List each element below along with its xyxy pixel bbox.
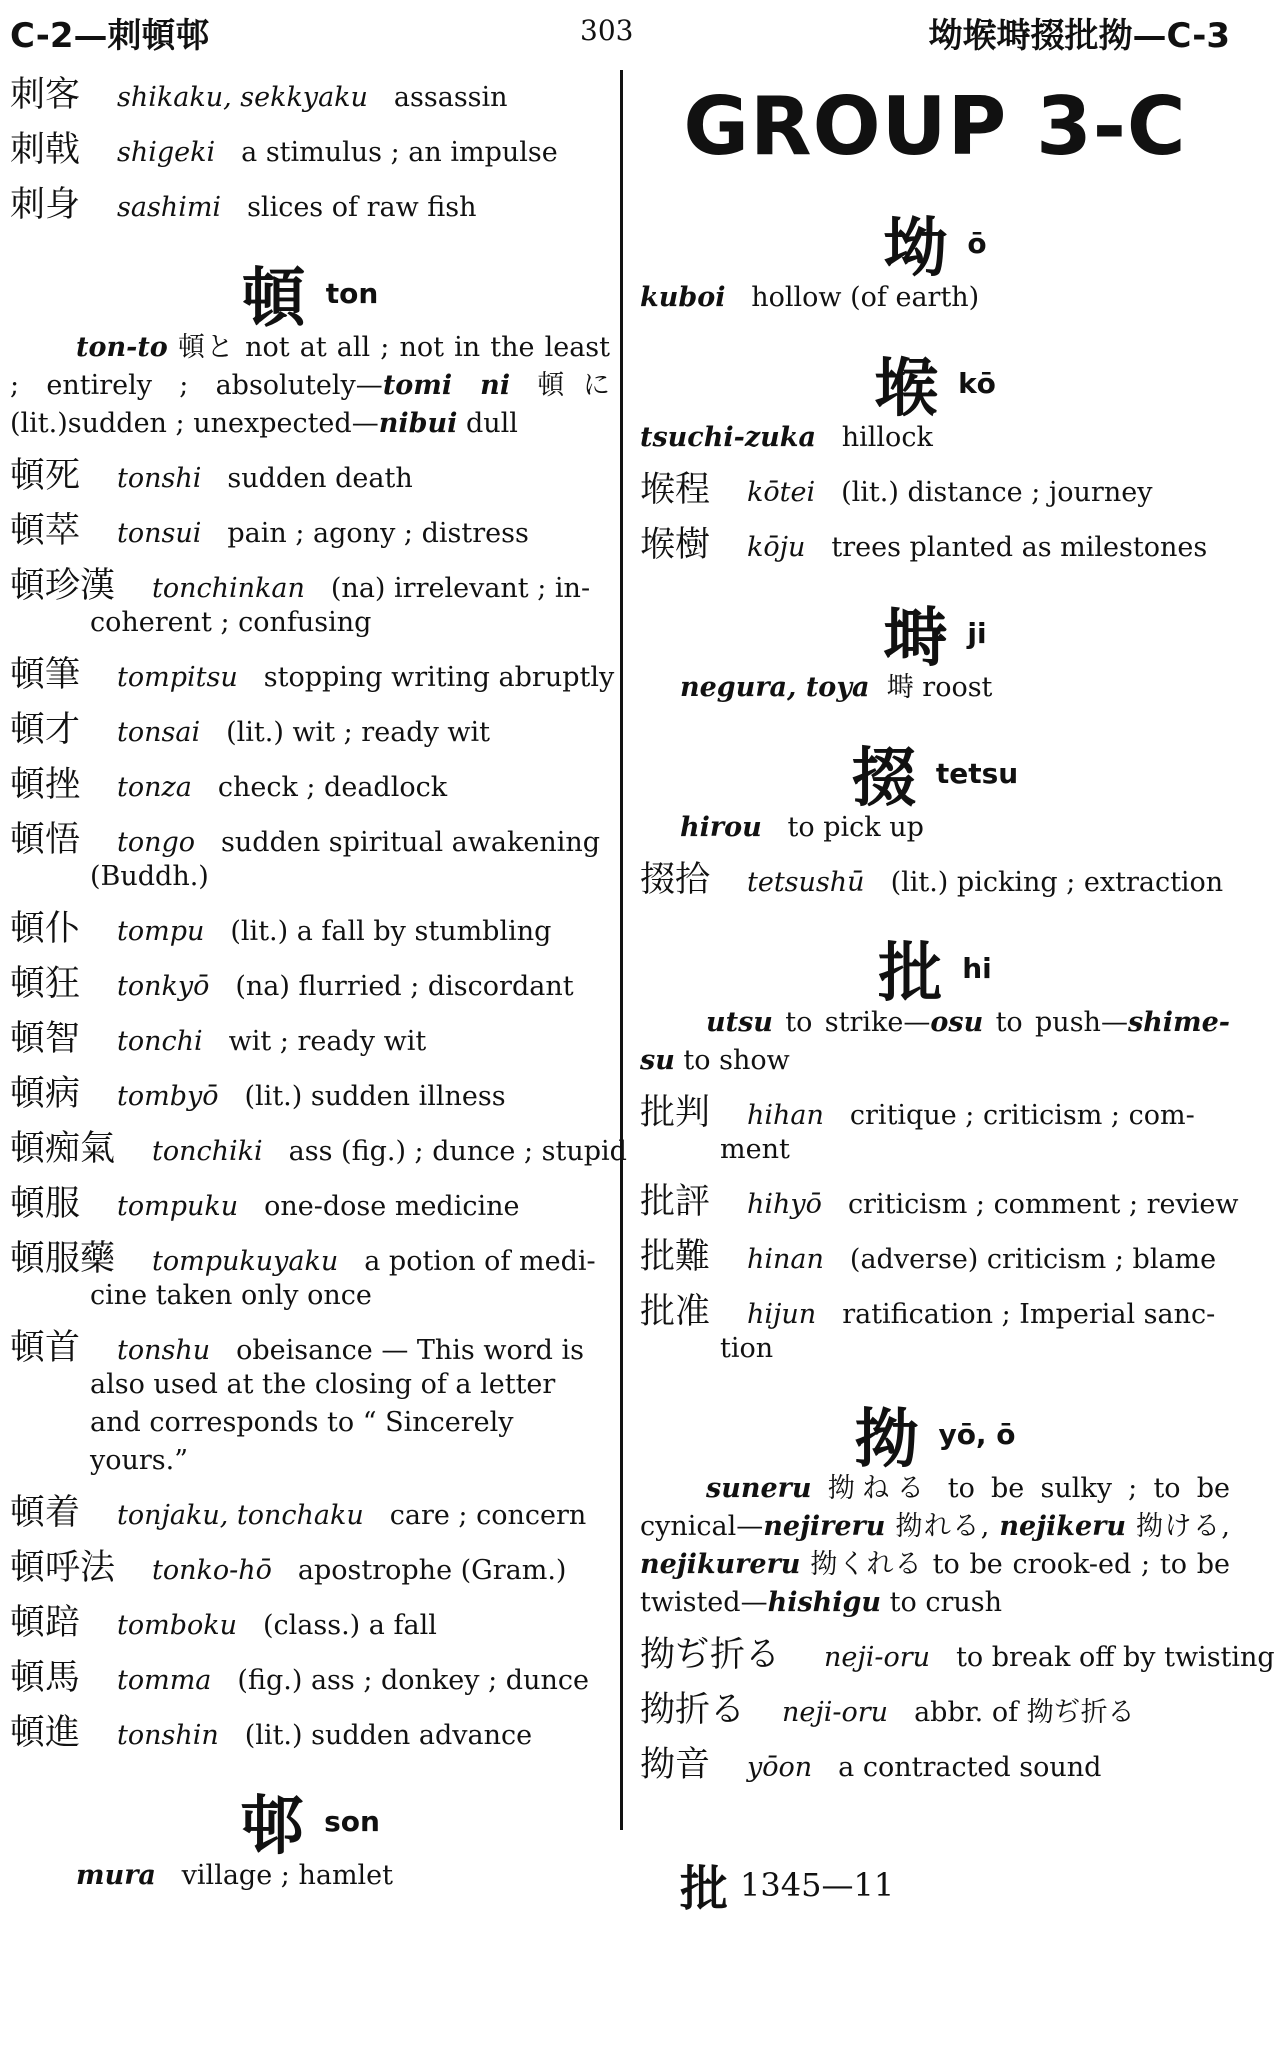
definition: to strike— xyxy=(772,1007,931,1038)
footer-reference xyxy=(680,1850,894,1919)
o-entry xyxy=(640,279,1230,317)
entry-definition: obeisance — This word is xyxy=(236,1335,585,1366)
header-right xyxy=(928,8,1230,57)
entry-definition: (lit.) distance ; journey xyxy=(841,477,1153,508)
definition: dull xyxy=(457,408,518,439)
kanji-heading-tetsu xyxy=(640,727,1230,816)
ji-main xyxy=(640,669,1230,707)
definition: to crush xyxy=(881,1587,1002,1618)
dictionary-entry xyxy=(10,1075,610,1116)
dictionary-entry xyxy=(640,1182,1239,1224)
kanji: 頓に xyxy=(537,370,610,401)
entry-definition: ratification ; Imperial sanc- xyxy=(842,1299,1216,1330)
entry-kanji: 頓筆 xyxy=(10,655,81,695)
entry-reading: tonchinkan xyxy=(152,573,305,604)
kanji-heading-o xyxy=(640,197,1230,286)
entry-reading: tonko-hō xyxy=(152,1555,272,1586)
entry-definition: check ; deadlock xyxy=(217,772,448,803)
entry-definition: criticism ; comment ; review xyxy=(847,1189,1239,1220)
heading-romaji: ton xyxy=(325,276,379,310)
son-entry xyxy=(10,1857,610,1895)
entry-reading: tetsushū xyxy=(747,867,865,898)
entry-kanji: 批評 xyxy=(640,1182,711,1222)
page-header xyxy=(0,0,1240,62)
dictionary-entry xyxy=(10,711,610,752)
entry-reading: tompukuyaku xyxy=(152,1246,339,1277)
entry-kanji: 頓珍漢 xyxy=(10,566,116,606)
kanji: 塒 xyxy=(886,672,914,703)
heading-romaji: kō xyxy=(958,366,996,400)
header-right-kanji: 坳堠塒掇批拗— xyxy=(928,16,1167,56)
entry-reading: tombyō xyxy=(117,1081,219,1112)
entry-reading: hinan xyxy=(747,1244,824,1275)
entry-kanji: 頓死 xyxy=(10,456,81,496)
entry-reading: shikaku, sekkyaku xyxy=(117,82,368,113)
definition: to be crook-ed ; to be twisted— xyxy=(640,1549,1230,1618)
header-left-code: C-2 xyxy=(10,16,74,56)
entry-reading: tonchi xyxy=(117,1026,203,1057)
entry-kanji: 頓挫 xyxy=(10,765,81,805)
entry-reading: tonshin xyxy=(117,1720,219,1751)
kanji: 拗ける xyxy=(1136,1511,1222,1542)
heading-romaji: hi xyxy=(962,951,992,985)
header-left xyxy=(10,8,210,57)
dictionary-entry xyxy=(10,567,610,642)
reading: ton-to xyxy=(76,332,168,363)
kanji-heading-ko xyxy=(640,337,1230,426)
entry-continuation: cine taken only once xyxy=(90,1280,372,1311)
entry-kanji: 拗折る xyxy=(640,1690,746,1730)
dictionary-entry xyxy=(10,512,610,553)
entry-reading: neji-oru xyxy=(824,1642,931,1673)
dictionary-entry xyxy=(10,1494,610,1535)
heading-romaji: ō xyxy=(967,226,987,260)
reading: nibui xyxy=(378,408,458,439)
ton-paragraph xyxy=(10,329,610,443)
dictionary-entry xyxy=(10,1020,610,1061)
dictionary-entry xyxy=(640,1094,1230,1169)
dictionary-entry xyxy=(640,1746,1230,1787)
left-column xyxy=(10,75,627,1909)
tetsu-main xyxy=(640,809,1230,847)
dictionary-entry xyxy=(10,1185,610,1226)
dictionary-entry xyxy=(10,766,610,807)
reading: hirou xyxy=(680,812,762,843)
entry-kanji: 批准 xyxy=(640,1292,711,1332)
entry-definition: to break off by twisting xyxy=(956,1642,1275,1673)
entry-definition: one-dose medicine xyxy=(264,1191,520,1222)
dictionary-entry xyxy=(10,1129,627,1171)
definition: , xyxy=(980,1511,1000,1542)
entry-reading: tomma xyxy=(117,1665,212,1696)
reading: negura, toya xyxy=(680,672,870,703)
heading-kanji: 掇 xyxy=(851,741,916,816)
dictionary-entry xyxy=(10,76,610,117)
entry-definition: (na) flurried ; discordant xyxy=(235,971,574,1002)
heading-romaji: tetsu xyxy=(935,756,1019,790)
entry-definition: (na) irrelevant ; in- xyxy=(330,573,591,604)
definition: hollow (of earth) xyxy=(751,282,980,313)
entry-kanji: 批判 xyxy=(640,1093,711,1133)
entry-kanji: 頓病 xyxy=(10,1074,81,1114)
reading: tomi ni xyxy=(382,370,511,401)
entry-kanji: 頓仆 xyxy=(10,909,81,949)
definition: hillock xyxy=(841,422,933,453)
entry-definition: (lit.) a fall by stumbling xyxy=(230,916,552,947)
right-column xyxy=(640,76,1275,1801)
entry-reading: hihyō xyxy=(747,1189,822,1220)
entry-definition: a contracted sound xyxy=(838,1752,1102,1783)
definition: (lit.)sudden ; unexpected— xyxy=(10,408,379,439)
entry-kanji: 頓首 xyxy=(10,1328,81,1368)
dictionary-entry xyxy=(640,526,1230,567)
heading-kanji: 堠 xyxy=(874,351,939,426)
dictionary-entry xyxy=(640,1635,1275,1677)
entry-reading: tonsui xyxy=(117,518,202,549)
entry-kanji: 頓智 xyxy=(10,1019,81,1059)
entry-reading: kōtei xyxy=(747,477,816,508)
dictionary-entry xyxy=(10,1329,610,1480)
entry-reading: sashimi xyxy=(117,192,222,223)
entry-reading: shigeki xyxy=(117,137,216,168)
entry-definition: (class.) a fall xyxy=(263,1610,437,1641)
entry-kanji: 批難 xyxy=(640,1237,711,1277)
dictionary-entry xyxy=(640,1293,1230,1368)
reading: nejireru xyxy=(763,1511,886,1542)
entry-definition: apostrophe (Gram.) xyxy=(297,1555,567,1586)
column-divider xyxy=(620,70,623,1830)
definition: not at all ; not in the least ; entirely ; absolutely— xyxy=(10,332,610,401)
entry-reading: tompitsu xyxy=(117,662,238,693)
kanji: 拗ねる xyxy=(827,1473,932,1504)
dictionary-entry xyxy=(10,186,610,227)
entry-continuation: coherent ; confusing xyxy=(90,607,372,638)
entry-reading: hijun xyxy=(747,1299,817,1330)
entry-definition: (lit.) picking ; extraction xyxy=(890,867,1224,898)
entry-definition: trees planted as milestones xyxy=(831,532,1208,563)
group-title: GROUP 3-C xyxy=(683,80,1187,173)
header-right-code: C-3 xyxy=(1166,16,1230,56)
entry-kanji: 頓進 xyxy=(10,1713,81,1753)
heading-kanji: 批 xyxy=(878,936,943,1011)
entry-list-yo xyxy=(640,1635,1275,1787)
definition: to push— xyxy=(983,1007,1128,1038)
definition: to pick up xyxy=(787,812,924,843)
entry-kanji: 頓服 xyxy=(10,1184,81,1224)
definition: to be sulky ; to be cynical— xyxy=(640,1473,1230,1542)
entry-reading: tonshi xyxy=(117,463,202,494)
entry-list-sashi xyxy=(10,76,610,227)
entry-kanji: 頓着 xyxy=(10,1493,81,1533)
dictionary-entry xyxy=(10,1659,610,1700)
heading-kanji: 坳 xyxy=(883,211,948,286)
dictionary-entry xyxy=(10,821,610,896)
dictionary-entry xyxy=(10,131,610,172)
entry-reading: hihan xyxy=(747,1100,824,1131)
header-left-kanji: —刺頓邨 xyxy=(73,16,210,56)
entry-definition: sudden death xyxy=(227,463,413,494)
dictionary-entry xyxy=(640,471,1230,512)
reading: utsu xyxy=(706,1007,773,1038)
footer-number: 1345—11 xyxy=(740,1865,895,1904)
definition: village ; hamlet xyxy=(181,1860,394,1891)
dictionary-entry xyxy=(10,910,610,951)
entry-definition: sudden spiritual awakening xyxy=(221,827,601,858)
entry-definition: (lit.) sudden illness xyxy=(244,1081,506,1112)
entry-reading: kōju xyxy=(747,532,806,563)
entry-kanji: 頓悟 xyxy=(10,820,81,860)
entry-kanji: 頓呼法 xyxy=(10,1548,116,1588)
entry-definition: ass (fig.) ; dunce ; stupid xyxy=(288,1136,627,1167)
reading: suneru xyxy=(706,1473,812,1504)
entry-kanji: 頓踣 xyxy=(10,1603,81,1643)
reading: shime-su xyxy=(640,1007,1230,1076)
reading: nejikureru xyxy=(640,1549,801,1580)
reading: hishigu xyxy=(767,1587,882,1618)
entry-reading: tonsai xyxy=(117,717,201,748)
entry-kanji: 頓服藥 xyxy=(10,1239,116,1279)
heading-kanji: 邨 xyxy=(240,1789,305,1864)
entry-kanji: 拗ぢ折る xyxy=(640,1635,781,1675)
definition: roost xyxy=(922,672,993,703)
entry-reading: neji-oru xyxy=(782,1697,889,1728)
entry-kanji: 刺身 xyxy=(10,185,81,225)
entry-definition: assassin xyxy=(393,82,508,113)
dictionary-entry xyxy=(10,655,615,697)
kanji: 拗くれる xyxy=(810,1549,923,1580)
reading: tsuchi-zuka xyxy=(640,422,817,453)
heading-kanji: 頓 xyxy=(241,261,306,336)
heading-romaji: son xyxy=(324,1804,380,1838)
entry-reading: tonchiki xyxy=(152,1136,263,1167)
entry-definition: slices of raw fish xyxy=(247,192,477,223)
heading-kanji: 拗 xyxy=(854,1402,919,1477)
entry-list-tetsu xyxy=(640,861,1230,902)
reading: kuboi xyxy=(640,282,726,313)
dictionary-entry xyxy=(640,861,1230,902)
reading: osu xyxy=(930,1007,984,1038)
entry-definition: critique ; criticism ; com- xyxy=(849,1100,1195,1131)
kanji-heading-son xyxy=(10,1775,610,1864)
entry-reading: tonza xyxy=(117,772,192,803)
entry-kanji: 頓狂 xyxy=(10,964,81,1004)
definition: , xyxy=(1221,1511,1230,1542)
entry-definition: (adverse) criticism ; blame xyxy=(849,1244,1217,1275)
entry-definition: care ; concern xyxy=(389,1500,587,1531)
yo-paragraph xyxy=(640,1470,1230,1622)
page-number: 303 xyxy=(580,14,634,47)
entry-reading: yōon xyxy=(747,1752,813,1783)
entry-definition: a stimulus ; an impulse xyxy=(241,137,558,168)
kanji-heading-ton xyxy=(10,247,610,336)
entry-definition: (fig.) ass ; donkey ; dunce xyxy=(237,1665,589,1696)
entry-reading: tompu xyxy=(117,916,205,947)
kanji: 頓と xyxy=(177,332,236,363)
dictionary-entry xyxy=(640,1238,1230,1279)
dictionary-entry xyxy=(10,1714,610,1755)
kanji: 拗れる xyxy=(895,1511,981,1542)
kanji-heading-ji xyxy=(640,587,1230,676)
dictionary-entry xyxy=(10,1604,610,1645)
hi-paragraph xyxy=(640,1004,1230,1080)
entry-kanji: 堠程 xyxy=(640,470,711,510)
entry-definition: wit ; ready wit xyxy=(228,1026,427,1057)
entry-reading: tongo xyxy=(117,827,196,858)
entry-definition: stopping writing abruptly xyxy=(263,662,615,693)
entry-continuation: ment xyxy=(720,1134,790,1165)
entry-kanji: 刺客 xyxy=(10,75,81,115)
reading: nejikeru xyxy=(999,1511,1126,1542)
reading: mura xyxy=(76,1860,156,1891)
kanji-heading-yo xyxy=(640,1388,1230,1477)
dictionary-entry xyxy=(10,1240,610,1315)
entry-reading: tonjaku, tonchaku xyxy=(117,1500,364,1531)
entry-list-ko xyxy=(640,471,1230,567)
entry-kanji: 拗音 xyxy=(640,1745,711,1785)
entry-definition: (lit.) wit ; ready wit xyxy=(226,717,491,748)
entry-continuation: tion xyxy=(720,1333,774,1364)
dictionary-entry xyxy=(10,457,610,498)
entry-list-ton xyxy=(10,456,627,1755)
definition: to show xyxy=(674,1045,790,1076)
entry-kanji: 頓萃 xyxy=(10,511,81,551)
dictionary-entry xyxy=(10,965,610,1006)
entry-definition: abbr. of 拗ぢ折る xyxy=(914,1697,1135,1728)
footer-kanji: 批 xyxy=(680,1861,729,1917)
entry-continuation: (Buddh.) xyxy=(90,861,209,892)
kanji-heading-hi xyxy=(640,922,1230,1011)
entry-kanji: 頓才 xyxy=(10,710,81,750)
entry-reading: tompuku xyxy=(117,1191,239,1222)
entry-kanji: 堠樹 xyxy=(640,525,711,565)
entry-reading: tomboku xyxy=(117,1610,237,1641)
entry-kanji: 刺戟 xyxy=(10,130,81,170)
entry-kanji: 頓馬 xyxy=(10,1658,81,1698)
entry-kanji: 掇拾 xyxy=(640,860,711,900)
entry-definition: pain ; agony ; distress xyxy=(227,518,529,549)
entry-kanji: 頓痴氣 xyxy=(10,1129,116,1169)
entry-continuation: also used at the closing of a letter and corresponds to “ Sincerely yours.” xyxy=(90,1369,556,1476)
entry-reading: tonkyō xyxy=(117,971,210,1002)
entry-reading: tonshu xyxy=(117,1335,211,1366)
dictionary-entry xyxy=(640,1691,1230,1732)
entry-definition: (lit.) sudden advance xyxy=(244,1720,533,1751)
heading-romaji: yō, ō xyxy=(938,1417,1016,1451)
heading-romaji: ji xyxy=(967,616,987,650)
entry-definition: a potion of medi- xyxy=(364,1246,596,1277)
dictionary-entry xyxy=(10,1549,610,1590)
entry-list-hi xyxy=(640,1093,1239,1368)
heading-kanji: 塒 xyxy=(883,601,948,676)
